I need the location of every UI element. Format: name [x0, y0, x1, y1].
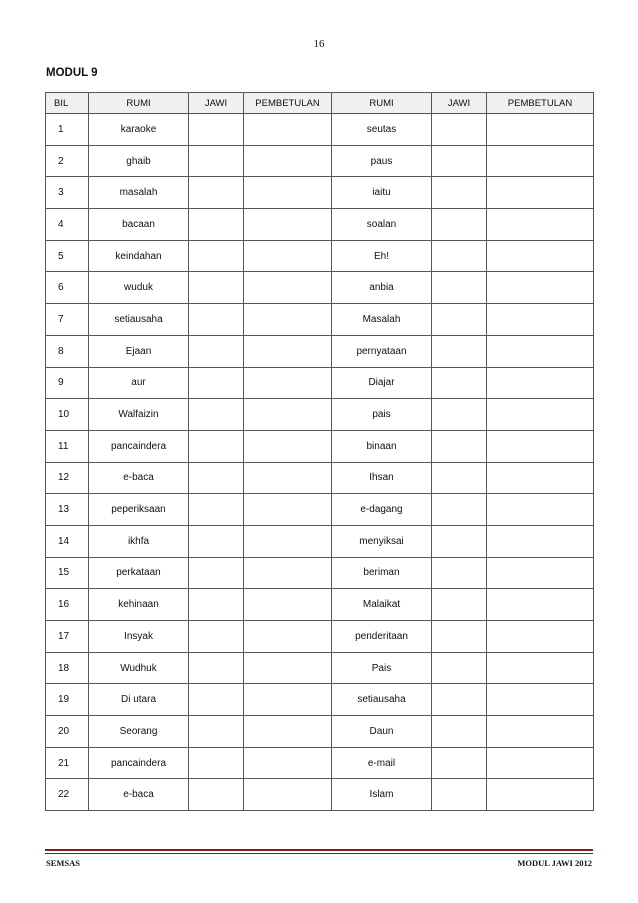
cell-rumi: keindahan	[89, 240, 189, 272]
table-row	[46, 177, 594, 209]
table-row	[46, 462, 594, 494]
cell-rumi-2: Islam	[332, 779, 432, 811]
cell-jawi-2[interactable]	[432, 367, 487, 399]
cell-rumi: peperiksaan	[89, 494, 189, 526]
cell-rumi-2: e-mail	[332, 747, 432, 779]
cell-pembetulan-2[interactable]	[487, 779, 594, 811]
cell-bil: 22	[46, 779, 89, 811]
cell-pembetulan-2[interactable]	[487, 240, 594, 272]
cell-rumi-2: menyiksai	[332, 525, 432, 557]
cell-rumi-2: Pais	[332, 652, 432, 684]
cell-rumi-2: e-dagang	[332, 494, 432, 526]
cell-jawi[interactable]	[189, 462, 244, 494]
cell-jawi[interactable]	[189, 114, 244, 146]
cell-jawi-2[interactable]	[432, 684, 487, 716]
cell-jawi-2[interactable]	[432, 399, 487, 431]
cell-jawi-2[interactable]	[432, 272, 487, 304]
cell-pembetulan[interactable]	[244, 589, 332, 621]
cell-bil: 17	[46, 621, 89, 653]
table-row	[46, 272, 594, 304]
cell-bil: 16	[46, 589, 89, 621]
table-row	[46, 304, 594, 336]
cell-pembetulan[interactable]	[244, 621, 332, 653]
cell-jawi-2[interactable]	[432, 114, 487, 146]
cell-pembetulan[interactable]	[244, 145, 332, 177]
cell-jawi-2[interactable]	[432, 589, 487, 621]
cell-jawi-2[interactable]	[432, 304, 487, 336]
cell-bil: 10	[46, 399, 89, 431]
cell-pembetulan[interactable]	[244, 430, 332, 462]
table-row	[46, 652, 594, 684]
table-row	[46, 240, 594, 272]
cell-bil: 21	[46, 747, 89, 779]
table-row	[46, 589, 594, 621]
cell-pembetulan[interactable]	[244, 684, 332, 716]
cell-pembetulan[interactable]	[244, 462, 332, 494]
cell-bil: 4	[46, 209, 89, 241]
cell-pembetulan-2[interactable]	[487, 747, 594, 779]
cell-rumi-2: setiausaha	[332, 684, 432, 716]
cell-pembetulan-2[interactable]	[487, 272, 594, 304]
cell-rumi: e-baca	[89, 462, 189, 494]
cell-rumi: wuduk	[89, 272, 189, 304]
footer-left-text: SEMSAS	[46, 858, 81, 868]
cell-jawi-2[interactable]	[432, 652, 487, 684]
table-row	[46, 209, 594, 241]
cell-bil: 13	[46, 494, 89, 526]
cell-jawi-2[interactable]	[432, 430, 487, 462]
cell-jawi-2[interactable]	[432, 621, 487, 653]
cell-jawi-2[interactable]	[432, 716, 487, 748]
cell-rumi: ghaib	[89, 145, 189, 177]
cell-jawi[interactable]	[189, 621, 244, 653]
table-row	[46, 399, 594, 431]
cell-bil: 12	[46, 462, 89, 494]
cell-bil: 7	[46, 304, 89, 336]
cell-bil: 8	[46, 335, 89, 367]
cell-pembetulan[interactable]	[244, 557, 332, 589]
cell-rumi-2: anbia	[332, 272, 432, 304]
cell-jawi-2[interactable]	[432, 525, 487, 557]
cell-bil: 5	[46, 240, 89, 272]
cell-pembetulan[interactable]	[244, 335, 332, 367]
cell-pembetulan[interactable]	[244, 240, 332, 272]
cell-bil: 2	[46, 145, 89, 177]
cell-jawi[interactable]	[189, 430, 244, 462]
header-bil: BIL	[46, 93, 89, 114]
cell-pembetulan-2[interactable]	[487, 145, 594, 177]
cell-pembetulan[interactable]	[244, 525, 332, 557]
cell-bil: 14	[46, 525, 89, 557]
header-pembetulan: PEMBETULAN	[244, 93, 332, 114]
footer-right-text: MODUL JAWI 2012	[517, 858, 592, 868]
cell-pembetulan[interactable]	[244, 716, 332, 748]
cell-jawi-2[interactable]	[432, 177, 487, 209]
footer-rule	[45, 849, 593, 851]
cell-rumi: perkataan	[89, 557, 189, 589]
cell-rumi: Seorang	[89, 716, 189, 748]
cell-rumi: Wudhuk	[89, 652, 189, 684]
table-row	[46, 145, 594, 177]
cell-jawi[interactable]	[189, 399, 244, 431]
table-header-row	[46, 93, 594, 114]
cell-rumi: Walfaizin	[89, 399, 189, 431]
table-row	[46, 557, 594, 589]
cell-pembetulan-2[interactable]	[487, 589, 594, 621]
cell-rumi: pancaindera	[89, 430, 189, 462]
cell-pembetulan-2[interactable]	[487, 304, 594, 336]
cell-jawi-2[interactable]	[432, 209, 487, 241]
cell-pembetulan[interactable]	[244, 304, 332, 336]
cell-pembetulan-2[interactable]	[487, 177, 594, 209]
cell-rumi: karaoke	[89, 114, 189, 146]
cell-jawi[interactable]	[189, 747, 244, 779]
cell-pembetulan-2[interactable]	[487, 716, 594, 748]
header-pembetulan-2: PEMBETULAN	[487, 93, 594, 114]
cell-pembetulan-2[interactable]	[487, 399, 594, 431]
cell-jawi[interactable]	[189, 779, 244, 811]
cell-bil: 1	[46, 114, 89, 146]
table-row	[46, 367, 594, 399]
cell-rumi: masalah	[89, 177, 189, 209]
cell-jawi-2[interactable]	[432, 145, 487, 177]
header-jawi-2: JAWI	[432, 93, 487, 114]
cell-rumi: e-baca	[89, 779, 189, 811]
cell-jawi[interactable]	[189, 716, 244, 748]
cell-pembetulan-2[interactable]	[487, 462, 594, 494]
page-number: 16	[313, 38, 325, 50]
cell-jawi[interactable]	[189, 494, 244, 526]
cell-rumi: Insyak	[89, 621, 189, 653]
cell-pembetulan-2[interactable]	[487, 494, 594, 526]
cell-rumi: ikhfa	[89, 525, 189, 557]
cell-jawi[interactable]	[189, 652, 244, 684]
cell-rumi-2: Daun	[332, 716, 432, 748]
cell-pembetulan-2[interactable]	[487, 430, 594, 462]
cell-rumi-2: beriman	[332, 557, 432, 589]
cell-jawi[interactable]	[189, 335, 244, 367]
header-rumi-2: RUMI	[332, 93, 432, 114]
table-row	[46, 621, 594, 653]
cell-rumi: aur	[89, 367, 189, 399]
cell-jawi[interactable]	[189, 272, 244, 304]
table-row	[46, 494, 594, 526]
module-title: MODUL 9	[46, 67, 98, 79]
cell-jawi-2[interactable]	[432, 779, 487, 811]
cell-pembetulan[interactable]	[244, 367, 332, 399]
footer-rule-thin	[45, 853, 593, 854]
cell-rumi: Ejaan	[89, 335, 189, 367]
cell-rumi-2: iaitu	[332, 177, 432, 209]
table-row	[46, 525, 594, 557]
cell-rumi-2: Diajar	[332, 367, 432, 399]
cell-jawi[interactable]	[189, 304, 244, 336]
cell-bil: 18	[46, 652, 89, 684]
cell-rumi-2: Eh!	[332, 240, 432, 272]
cell-rumi-2: Ihsan	[332, 462, 432, 494]
header-jawi: JAWI	[189, 93, 244, 114]
cell-pembetulan-2[interactable]	[487, 684, 594, 716]
cell-pembetulan-2[interactable]	[487, 652, 594, 684]
cell-rumi: setiausaha	[89, 304, 189, 336]
table-row	[46, 716, 594, 748]
cell-bil: 19	[46, 684, 89, 716]
cell-rumi-2: pernyataan	[332, 335, 432, 367]
table-row	[46, 335, 594, 367]
cell-rumi: Di utara	[89, 684, 189, 716]
cell-bil: 20	[46, 716, 89, 748]
cell-pembetulan[interactable]	[244, 209, 332, 241]
cell-rumi-2: pais	[332, 399, 432, 431]
cell-rumi-2: Masalah	[332, 304, 432, 336]
cell-jawi[interactable]	[189, 367, 244, 399]
cell-rumi-2: paus	[332, 145, 432, 177]
cell-bil: 11	[46, 430, 89, 462]
cell-rumi-2: penderitaan	[332, 621, 432, 653]
table-row	[46, 684, 594, 716]
cell-rumi-2: seutas	[332, 114, 432, 146]
cell-pembetulan[interactable]	[244, 652, 332, 684]
cell-pembetulan[interactable]	[244, 494, 332, 526]
header-rumi: RUMI	[89, 93, 189, 114]
table-row	[46, 430, 594, 462]
cell-jawi-2[interactable]	[432, 335, 487, 367]
cell-jawi[interactable]	[189, 557, 244, 589]
cell-pembetulan[interactable]	[244, 114, 332, 146]
cell-pembetulan[interactable]	[244, 272, 332, 304]
table-body	[46, 114, 594, 811]
cell-rumi: kehinaan	[89, 589, 189, 621]
cell-bil: 9	[46, 367, 89, 399]
cell-pembetulan[interactable]	[244, 779, 332, 811]
cell-bil: 15	[46, 557, 89, 589]
cell-pembetulan-2[interactable]	[487, 621, 594, 653]
cell-pembetulan-2[interactable]	[487, 557, 594, 589]
cell-rumi: pancaindera	[89, 747, 189, 779]
cell-rumi-2: binaan	[332, 430, 432, 462]
cell-jawi[interactable]	[189, 145, 244, 177]
cell-bil: 3	[46, 177, 89, 209]
cell-rumi-2: Malaikat	[332, 589, 432, 621]
cell-pembetulan-2[interactable]	[487, 114, 594, 146]
cell-jawi[interactable]	[189, 589, 244, 621]
cell-pembetulan[interactable]	[244, 747, 332, 779]
cell-jawi[interactable]	[189, 525, 244, 557]
cell-jawi-2[interactable]	[432, 494, 487, 526]
cell-jawi[interactable]	[189, 177, 244, 209]
table-row	[46, 779, 594, 811]
vocabulary-table	[45, 92, 594, 811]
cell-jawi[interactable]	[189, 209, 244, 241]
cell-jawi-2[interactable]	[432, 462, 487, 494]
cell-jawi-2[interactable]	[432, 557, 487, 589]
cell-jawi-2[interactable]	[432, 747, 487, 779]
cell-pembetulan[interactable]	[244, 399, 332, 431]
cell-pembetulan[interactable]	[244, 177, 332, 209]
cell-jawi-2[interactable]	[432, 240, 487, 272]
cell-pembetulan-2[interactable]	[487, 335, 594, 367]
cell-pembetulan-2[interactable]	[487, 209, 594, 241]
cell-rumi-2: soalan	[332, 209, 432, 241]
cell-jawi[interactable]	[189, 684, 244, 716]
table-row	[46, 114, 594, 146]
cell-pembetulan-2[interactable]	[487, 525, 594, 557]
cell-jawi[interactable]	[189, 240, 244, 272]
cell-rumi: bacaan	[89, 209, 189, 241]
cell-bil: 6	[46, 272, 89, 304]
cell-pembetulan-2[interactable]	[487, 367, 594, 399]
table-row	[46, 747, 594, 779]
